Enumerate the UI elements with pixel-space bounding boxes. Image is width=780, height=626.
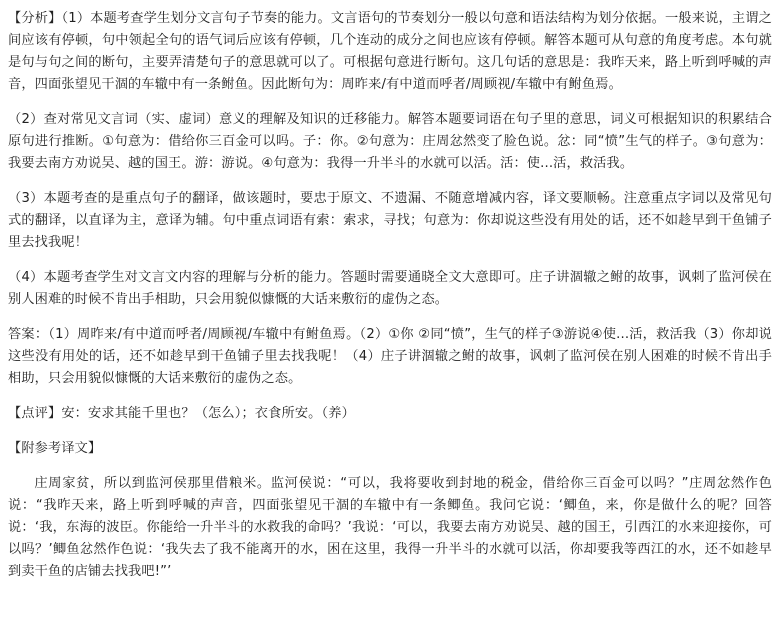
- analysis-part-1: 【分析】（1）本题考查学生划分文言句子节奏的能力。文言语句的节奏划分一般以句意和语法结构为划分依据。一般来说，主谓之间应该有停顿，句中领起全句的语气词后应该有停顿，几个连动的成分之间也应该有停顿。解答本题可从句意的角度考虑。本句就是句与句之间的断句，主要弄清楚句子的意思就可以了。可根据句意进行断句。这几句话的意思是：我昨天来，路上听到呼喊的声音，四面张望见干涸的车辙中有一条鲋鱼。因此断句为：周昨来/有中道而呼者/周顾视/车辙中有鲋鱼焉。: [8, 11, 772, 92]
- analysis-part-4: （4）本题考查学生对文言文内容的理解与分析的能力。答题时需要通晓全文大意即可。庄子讲涸辙之鲋的故事，讽刺了监河侯在别人困难的时候不肯出手相助，只会用貌似慷慨的大话来敷衍的虚伪之态。: [8, 270, 772, 307]
- analysis-part-2: （2）查对常见文言词（实、虚词）意义的理解及知识的迁移能力。解答本题要词语在句子里的意思，词义可根据知识的积累结合原句进行推断。①句意为：借给你三百金可以吗。子：你。②句意为：庄周忿然变了脸色说。忿：同“愤”生气的样子。③句意为：我要去南方劝说吴、越的国王。游：游说。④句意为：我得一升半斗的水就可以活。活：使...活，救活我。: [8, 112, 772, 171]
- answer-paragraph: 答案：（1）周昨来/有中道而呼者/周顾视/车辙中有鲋鱼焉。（2）①你 ②同“愤”，生气的样子③游说④使...活，救活我（3）你却说这些没有用处的话，还不如趁早到干鱼铺子里去找我呢！（4）庄子讲涸辙之鲋的故事，讽刺了监河侯在别人困难的时候不肯出手相助，只会用貌似慷慨的大话来敷衍的虚伪之态。: [8, 327, 772, 386]
- translation-body: 庄周家贫，所以到监河侯那里借粮米。监河侯说：“可以，我将要收到封地的税金，借给你三百金可以吗？”庄周忿然作色说：“我昨天来，路上听到呼喊的声音，四面张望见干涸的车辙中有一条鲫鱼。我问它说：‘鲫鱼，来，你是做什么的呢？回答说：‘我，东海的波臣。你能给一升半斗的水救我的命吗？’我说：‘可以，我要去南方劝说吴、越的国王，引西江的水来迎接你，可以吗？’鲫鱼忿然作色说：‘我失去了我不能离开的水，困在这里，我得一升半斗的水就可以活，你却要我等西江的水，还不如趁早到卖干鱼的店铺去找我吧!”’: [8, 476, 772, 579]
- translation-heading: 【附参考译文】: [8, 441, 102, 456]
- comment-paragraph: 【点评】安：安求其能千里也？（怎么）；衣食所安。（养）: [8, 406, 355, 421]
- analysis-part-3: （3）本题考查的是重点句子的翻译，做该题时，要忠于原文、不遗漏、不随意增减内容，译文要顺畅。注意重点字词以及常见句式的翻译，以直译为主，意译为辅。句中重点词语有索：索求，寻找；句意为：你却说这些没有用处的话，还不如趁早到干鱼铺子里去找我呢！: [8, 191, 772, 250]
